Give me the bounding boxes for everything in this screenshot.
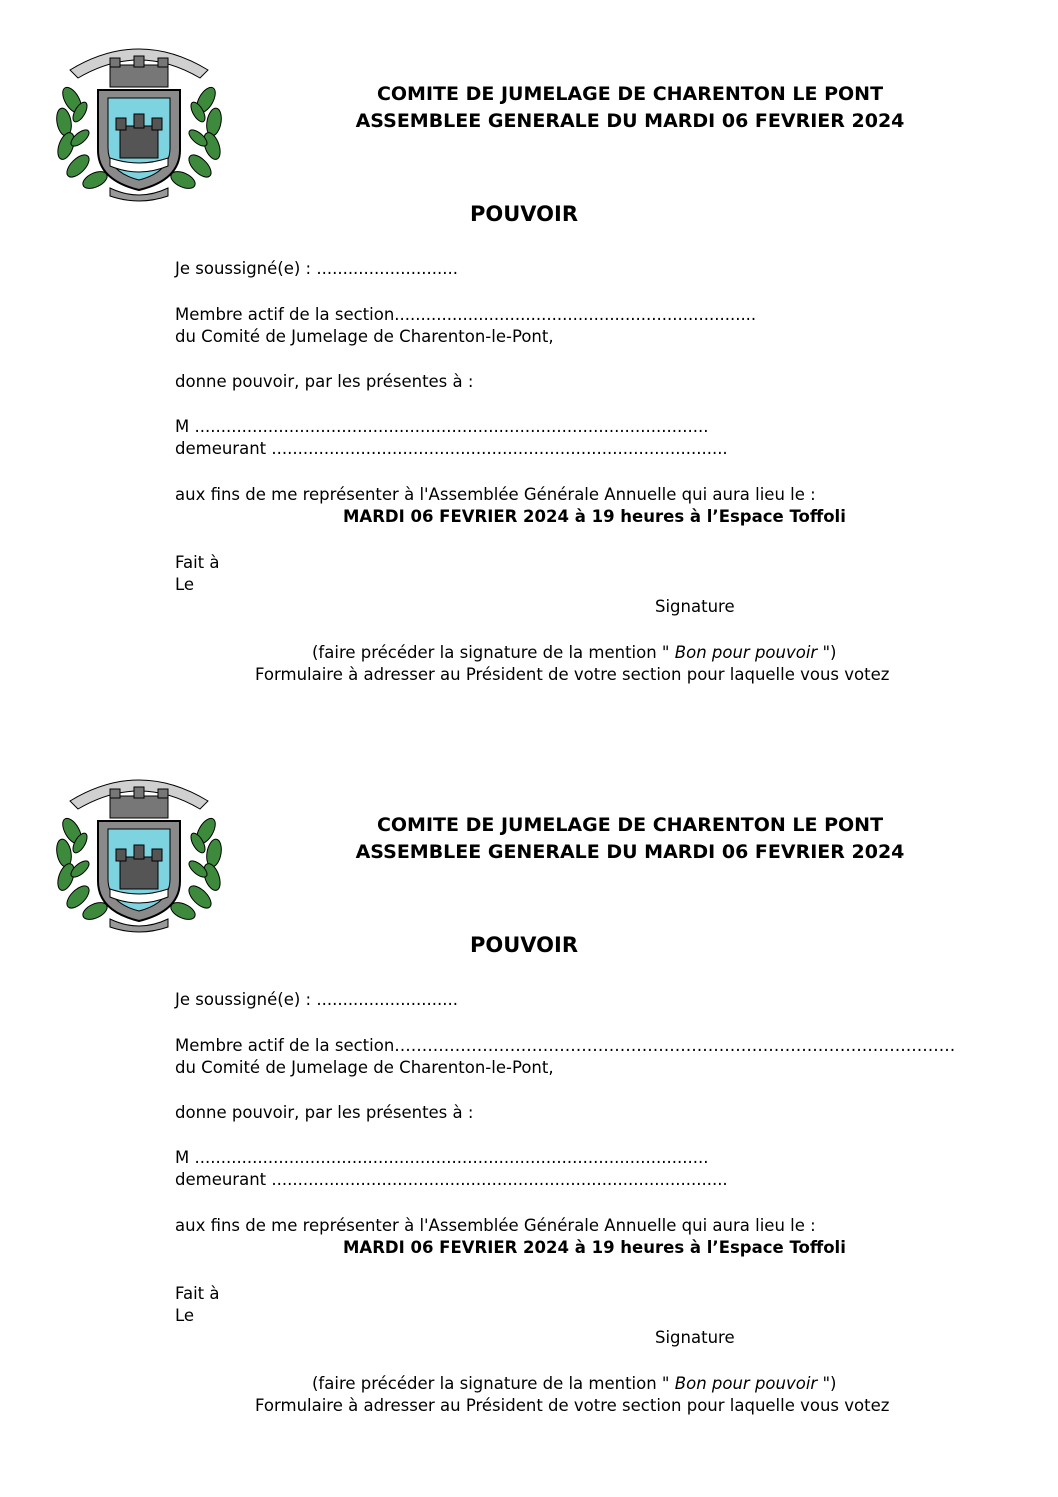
- header-subtitle: ASSEMBLEE GENERALE DU MARDI 06 FEVRIER 2024: [355, 841, 905, 863]
- signature-label: Signature: [655, 597, 735, 616]
- note-prefix: (faire précéder la signature de la mention ": [312, 643, 675, 662]
- meeting-date: MARDI 06 FEVRIER 2024 à 19 heures à l’Espace Toffoli: [343, 507, 846, 526]
- coat-of-arms-icon: [50, 761, 228, 935]
- note-suffix: "): [817, 1374, 837, 1393]
- signature-note: [312, 1374, 837, 1393]
- comite-text: du Comité de Jumelage de Charenton-le-Pont,: [175, 327, 554, 346]
- header-title: COMITE DE JUMELAGE DE CHARENTON LE PONT: [376, 83, 884, 105]
- comite-text: du Comité de Jumelage de Charenton-le-Pont,: [175, 1058, 554, 1077]
- date-field[interactable]: Le: [175, 575, 195, 594]
- formulaire-note: Formulaire à adresser au Président de votre section pour laquelle vous votez: [255, 665, 890, 684]
- page-title: POUVOIR: [470, 933, 579, 957]
- fait-a-field[interactable]: Fait à: [175, 553, 220, 572]
- formulaire-note: Formulaire à adresser au Président de votre section pour laquelle vous votez: [255, 1396, 890, 1415]
- aux-fins-text: aux fins de me représenter à l'Assemblée Générale Annuelle qui aura lieu le :: [175, 1216, 816, 1235]
- aux-fins-text: aux fins de me représenter à l'Assemblée Générale Annuelle qui aura lieu le :: [175, 485, 816, 504]
- note-mention: Bon pour pouvoir: [674, 1374, 818, 1393]
- pouvoir-form-1: [0, 0, 1058, 732]
- demeurant-field[interactable]: demeurant .......................................................................................: [175, 439, 728, 458]
- note-mention: Bon pour pouvoir: [674, 643, 818, 662]
- signature-label: Signature: [655, 1328, 735, 1347]
- coat-of-arms-icon: [50, 30, 228, 204]
- pouvoir-form-2: [0, 731, 1058, 1463]
- mandataire-field[interactable]: M ..................................................................................................: [175, 1148, 709, 1167]
- header-subtitle: ASSEMBLEE GENERALE DU MARDI 06 FEVRIER 2024: [355, 110, 905, 132]
- mandataire-field[interactable]: M ..................................................................................................: [175, 417, 709, 436]
- page-title: POUVOIR: [470, 202, 579, 226]
- signature-note: [312, 643, 837, 662]
- note-suffix: "): [817, 643, 837, 662]
- fait-a-field[interactable]: Fait à: [175, 1284, 220, 1303]
- section-field[interactable]: Membre actif de la section…………………………………………………………………………………………: [175, 1036, 956, 1055]
- note-prefix: (faire précéder la signature de la mention ": [312, 1374, 675, 1393]
- soussigne-field[interactable]: Je soussigné(e) : ...........................: [175, 259, 458, 278]
- donne-pouvoir-text: donne pouvoir, par les présentes à :: [175, 372, 474, 391]
- date-field[interactable]: Le: [175, 1306, 195, 1325]
- section-field[interactable]: Membre actif de la section.....................................................................: [175, 305, 757, 324]
- donne-pouvoir-text: donne pouvoir, par les présentes à :: [175, 1103, 474, 1122]
- header-title: COMITE DE JUMELAGE DE CHARENTON LE PONT: [376, 814, 884, 836]
- meeting-date: MARDI 06 FEVRIER 2024 à 19 heures à l’Espace Toffoli: [343, 1238, 846, 1257]
- soussigne-field[interactable]: Je soussigné(e) : ...........................: [175, 990, 458, 1009]
- demeurant-field[interactable]: demeurant .......................................................................................: [175, 1170, 728, 1189]
